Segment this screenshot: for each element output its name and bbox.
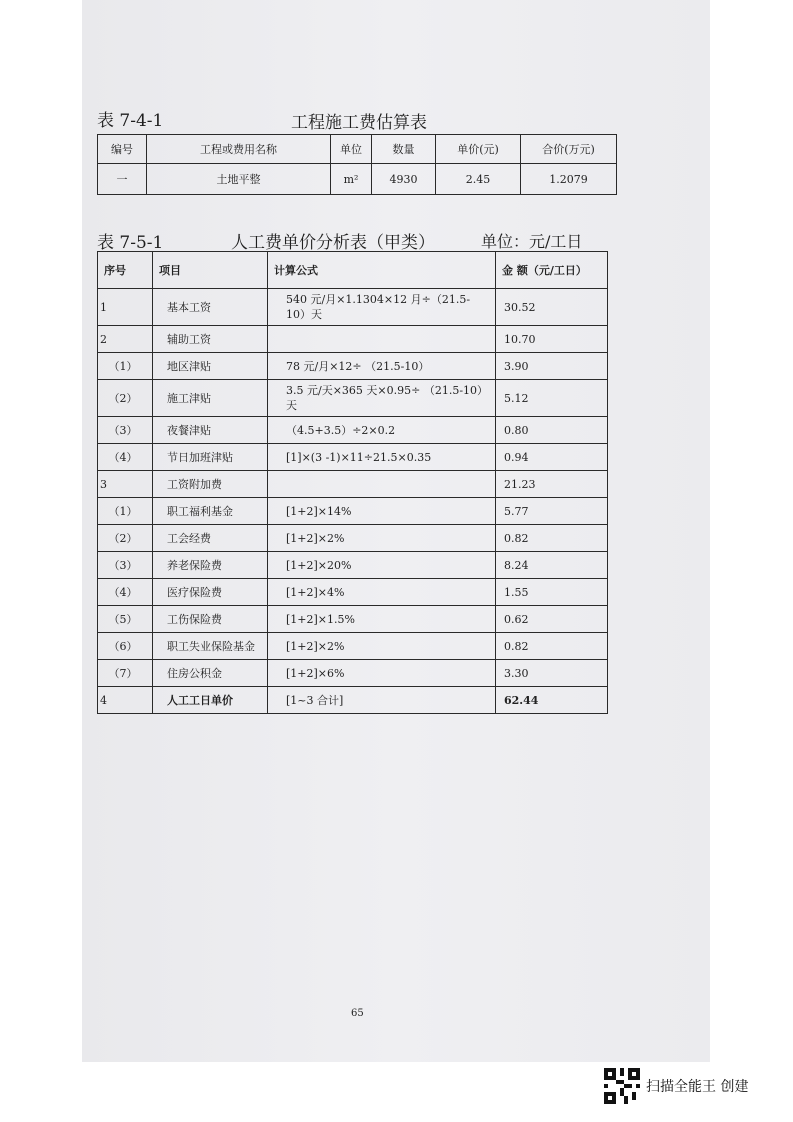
cell-item: 职工福利基金 bbox=[153, 498, 268, 525]
table-row bbox=[98, 606, 608, 633]
cell-formula: [1+2]×1.5% bbox=[268, 606, 496, 633]
cell-quantity: 4930 bbox=[372, 164, 436, 195]
cell-seq: 2 bbox=[98, 326, 153, 353]
cell-amount: 5.12 bbox=[496, 380, 608, 417]
table-row bbox=[98, 353, 608, 380]
cell-amount: 0.82 bbox=[496, 525, 608, 552]
cell-item: 养老保险费 bbox=[153, 552, 268, 579]
cell-seq: （4） bbox=[98, 579, 153, 606]
cell-item: 辅助工资 bbox=[153, 326, 268, 353]
cell-seq: （1） bbox=[98, 498, 153, 525]
cell-seq: （1） bbox=[98, 353, 153, 380]
cell-item: 夜餐津贴 bbox=[153, 417, 268, 444]
cell-item: 工会经费 bbox=[153, 525, 268, 552]
cell-amount: 0.82 bbox=[496, 633, 608, 660]
table-row bbox=[98, 633, 608, 660]
cell-formula bbox=[268, 326, 496, 353]
cell-item: 节日加班津贴 bbox=[153, 444, 268, 471]
cell-seq: （4） bbox=[98, 444, 153, 471]
cell-seq: （6） bbox=[98, 633, 153, 660]
cell-formula: [1+2]×4% bbox=[268, 579, 496, 606]
header-cell: 计算公式 bbox=[268, 252, 496, 289]
table-row bbox=[98, 687, 608, 714]
cell-formula: [1]×(3 -1)×11÷21.5×0.35 bbox=[268, 444, 496, 471]
table-row bbox=[98, 579, 608, 606]
cell-formula: [1+2]×14% bbox=[268, 498, 496, 525]
header-cell: 单价(元) bbox=[436, 135, 521, 164]
cell-item: 医疗保险费 bbox=[153, 579, 268, 606]
table-row bbox=[98, 380, 608, 417]
cell-formula: [1~3 合计] bbox=[268, 687, 496, 714]
table-row bbox=[98, 326, 608, 353]
cell-amount: 62.44 bbox=[496, 687, 608, 714]
cell-item: 住房公积金 bbox=[153, 660, 268, 687]
cell-amount: 1.55 bbox=[496, 579, 608, 606]
cell-amount: 30.52 bbox=[496, 289, 608, 326]
header-cell: 编号 bbox=[98, 135, 147, 164]
qr-code-icon bbox=[604, 1068, 640, 1104]
cell-formula: [1+2]×20% bbox=[268, 552, 496, 579]
header-cell: 项目 bbox=[153, 252, 268, 289]
scanner-text: 扫描全能王 创建 bbox=[646, 1079, 749, 1095]
cell-item: 工资附加费 bbox=[153, 471, 268, 498]
labor-cost-table bbox=[97, 251, 608, 714]
table-row bbox=[98, 552, 608, 579]
header-cell: 金 额（元/工日） bbox=[496, 252, 608, 289]
cell-item: 基本工资 bbox=[153, 289, 268, 326]
table-row bbox=[98, 498, 608, 525]
cell-seq: （3） bbox=[98, 417, 153, 444]
cell-amount: 5.77 bbox=[496, 498, 608, 525]
cell-seq: 1 bbox=[98, 289, 153, 326]
table-row bbox=[98, 289, 608, 326]
header-cell: 工程或费用名称 bbox=[147, 135, 331, 164]
table-header-row bbox=[98, 252, 608, 289]
cell-amount: 3.90 bbox=[496, 353, 608, 380]
table-row bbox=[98, 164, 617, 195]
cell-amount: 10.70 bbox=[496, 326, 608, 353]
cell-amount: 21.23 bbox=[496, 471, 608, 498]
cell-formula: [1+2]×2% bbox=[268, 525, 496, 552]
header-cell: 合价(万元) bbox=[521, 135, 617, 164]
cell-amount: 8.24 bbox=[496, 552, 608, 579]
cell-amount: 0.80 bbox=[496, 417, 608, 444]
estimate-table bbox=[97, 134, 617, 195]
table1-label: 表 7-4-1 bbox=[97, 111, 164, 131]
table-row bbox=[98, 660, 608, 687]
cell-seq: （3） bbox=[98, 552, 153, 579]
table1-title: 工程施工费估算表 bbox=[291, 113, 427, 133]
cell-formula: （4.5+3.5）÷2×0.2 bbox=[268, 417, 496, 444]
cell-amount: 3.30 bbox=[496, 660, 608, 687]
cell-formula: [1+2]×2% bbox=[268, 633, 496, 660]
cell-unit-price: 2.45 bbox=[436, 164, 521, 195]
table-row bbox=[98, 417, 608, 444]
table-header-row bbox=[98, 135, 617, 164]
cell-seq: （5） bbox=[98, 606, 153, 633]
cell-item: 人工工日单价 bbox=[153, 687, 268, 714]
header-cell: 单位 bbox=[331, 135, 372, 164]
page-number: 65 bbox=[351, 1008, 364, 1019]
cell-item: 施工津贴 bbox=[153, 380, 268, 417]
header-cell: 序号 bbox=[98, 252, 153, 289]
cell-seq: 3 bbox=[98, 471, 153, 498]
cell-amount: 0.94 bbox=[496, 444, 608, 471]
cell-unit: m² bbox=[331, 164, 372, 195]
cell-formula: 3.5 元/天×365 天×0.95÷ （21.5-10）天 bbox=[268, 380, 496, 417]
cell-formula: [1+2]×6% bbox=[268, 660, 496, 687]
table2-unit: 单位：元/工日 bbox=[481, 232, 583, 251]
cell-code: 一 bbox=[98, 164, 147, 195]
cell-item: 工伤保险费 bbox=[153, 606, 268, 633]
cell-formula: 78 元/月×12÷ （21.5-10） bbox=[268, 353, 496, 380]
cell-item: 职工失业保险基金 bbox=[153, 633, 268, 660]
table2-label: 表 7-5-1 bbox=[97, 233, 164, 253]
cell-seq: （2） bbox=[98, 525, 153, 552]
header-cell: 数量 bbox=[372, 135, 436, 164]
cell-amount: 0.62 bbox=[496, 606, 608, 633]
table-row bbox=[98, 471, 608, 498]
cell-formula bbox=[268, 471, 496, 498]
table-row bbox=[98, 444, 608, 471]
cell-seq: （2） bbox=[98, 380, 153, 417]
cell-seq: （7） bbox=[98, 660, 153, 687]
cell-item: 地区津贴 bbox=[153, 353, 268, 380]
cell-total: 1.2079 bbox=[521, 164, 617, 195]
scanner-watermark bbox=[604, 1068, 748, 1104]
table-row bbox=[98, 525, 608, 552]
cell-formula: 540 元/月×1.1304×12 月÷（21.5-10）天 bbox=[268, 289, 496, 326]
table2-title: 人工费单价分析表（甲类） bbox=[231, 233, 435, 253]
cell-name: 土地平整 bbox=[147, 164, 331, 195]
cell-seq: 4 bbox=[98, 687, 153, 714]
